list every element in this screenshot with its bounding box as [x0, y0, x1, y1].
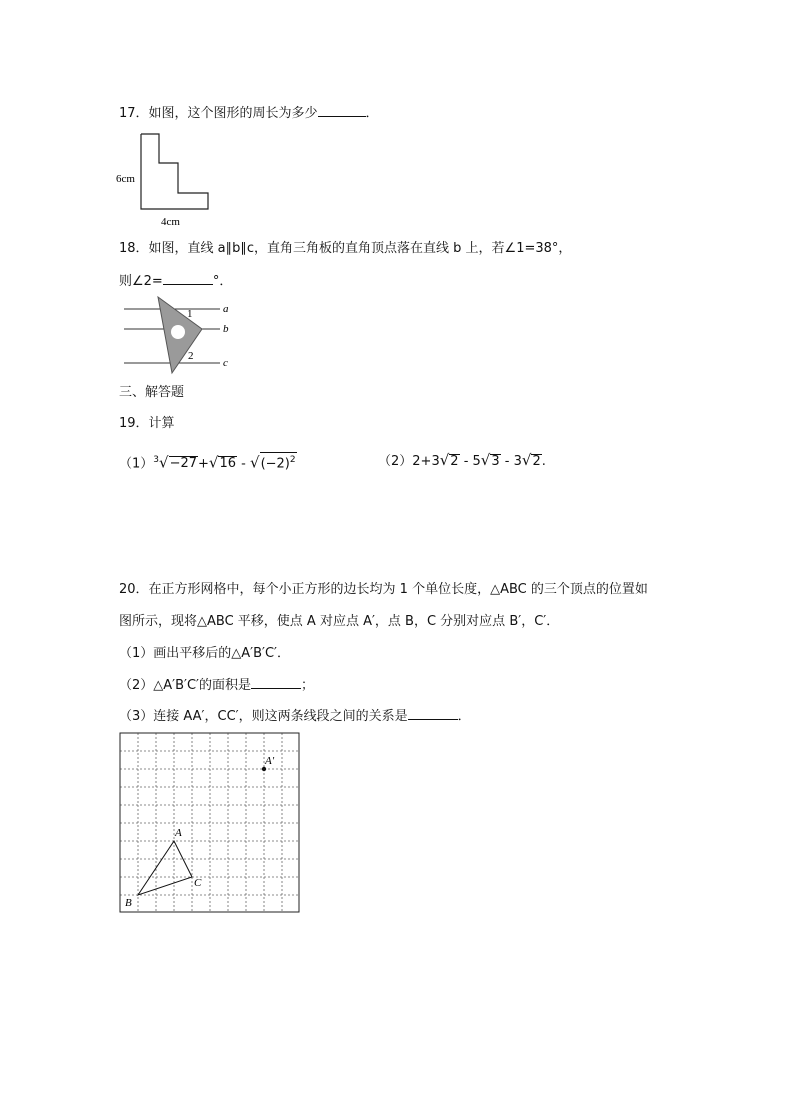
q17-label-4cm: 4cm	[161, 216, 180, 228]
q20-sub2-text: （2）△A′B′C′的面积是	[119, 678, 252, 693]
q17-end: ．	[365, 106, 379, 121]
p2-term-a: 2+3	[412, 454, 440, 469]
label-C: C	[194, 877, 202, 889]
cube-root-index: 3	[153, 455, 160, 465]
minus-sign: -	[237, 456, 250, 472]
neg2-base: (−2)	[260, 456, 290, 472]
p2-term-b: - 5	[459, 454, 481, 469]
radical-sign: √	[208, 453, 219, 472]
q18-line2	[119, 272, 232, 291]
point-a-prime	[262, 767, 266, 771]
q18-figure	[120, 295, 245, 375]
q18-line2-start: 则∠2=	[119, 274, 163, 289]
q17-answer-blank[interactable]	[318, 104, 366, 117]
exponent-2: 2	[289, 455, 296, 465]
radical-sign: √	[159, 453, 169, 472]
q18-answer-blank[interactable]	[163, 272, 213, 285]
sqrt-arg-2b: 2	[532, 454, 541, 469]
label-A-prime: A′	[265, 755, 275, 767]
angle-1-label: 1	[187, 308, 193, 320]
radical-sign: √	[480, 451, 491, 469]
q18-line2-end: °．	[212, 274, 233, 289]
q17-prompt: 17．如图，这个图形的周长为多少	[119, 106, 318, 121]
angle-2-label: 2	[188, 350, 194, 362]
p2-end: .	[541, 454, 546, 469]
q20-sub3-text: （3）连接 AA′，CC′，则这两条线段之间的关系是	[119, 709, 408, 724]
q17-figure	[116, 130, 216, 230]
q17-shape-outline	[141, 134, 208, 209]
label-c: c	[223, 357, 228, 369]
label-a: a	[223, 303, 229, 315]
cube-root-arg: −27	[169, 456, 198, 472]
q17-label-6cm: 6cm	[116, 173, 135, 185]
q20-sub1: （1）画出平移后的△A′B′C′．	[119, 646, 291, 661]
q20-line1: 20．在正方形网格中，每个小正方形的边长均为 1 个单位长度，△ABC 的三个顶点的位置如	[119, 582, 648, 597]
q19-part2	[378, 451, 546, 471]
sqrt-arg-16: 16	[219, 456, 237, 472]
sqrt-arg-3: 3	[491, 454, 500, 469]
set-square-hole	[171, 325, 185, 339]
q17-text	[119, 104, 379, 123]
q20-sub3	[119, 707, 471, 726]
q19-title: 19．计算	[119, 416, 175, 431]
triangle-abc	[138, 841, 192, 895]
plus-sign: +	[198, 456, 209, 472]
q20-relation-blank[interactable]	[408, 707, 458, 720]
section-3-title: 三、解答题	[119, 385, 185, 400]
q18-text: 18．如图，直线 a∥b∥c，直角三角板的直角顶点落在直线 b 上，若∠1=38°，	[119, 241, 572, 256]
radical-sign: √	[250, 453, 260, 472]
label-b: b	[223, 323, 229, 335]
q20-line2: 图所示，现将△ABC 平移，使点 A 对应点 A′，点 B，C 分别对应点 B′，C′．	[119, 614, 560, 629]
q19-p1-label: （1）	[119, 456, 154, 472]
q20-grid-figure	[119, 732, 301, 914]
radical-sign: √	[521, 451, 532, 469]
q20-area-blank[interactable]	[251, 676, 301, 689]
label-B: B	[125, 897, 132, 909]
radical-sign: √	[439, 451, 450, 469]
label-A: A	[175, 827, 182, 839]
q20-sub2-end: ；	[301, 678, 315, 693]
q20-sub2	[119, 676, 314, 695]
q19-part1	[119, 451, 297, 473]
sqrt-arg-2: 2	[450, 454, 459, 469]
q19-p2-label: （2）	[378, 454, 413, 469]
sqrt-arg-neg2-squared	[260, 452, 297, 471]
q20-sub3-end: ．	[457, 709, 471, 724]
p2-term-c: - 3	[500, 454, 522, 469]
